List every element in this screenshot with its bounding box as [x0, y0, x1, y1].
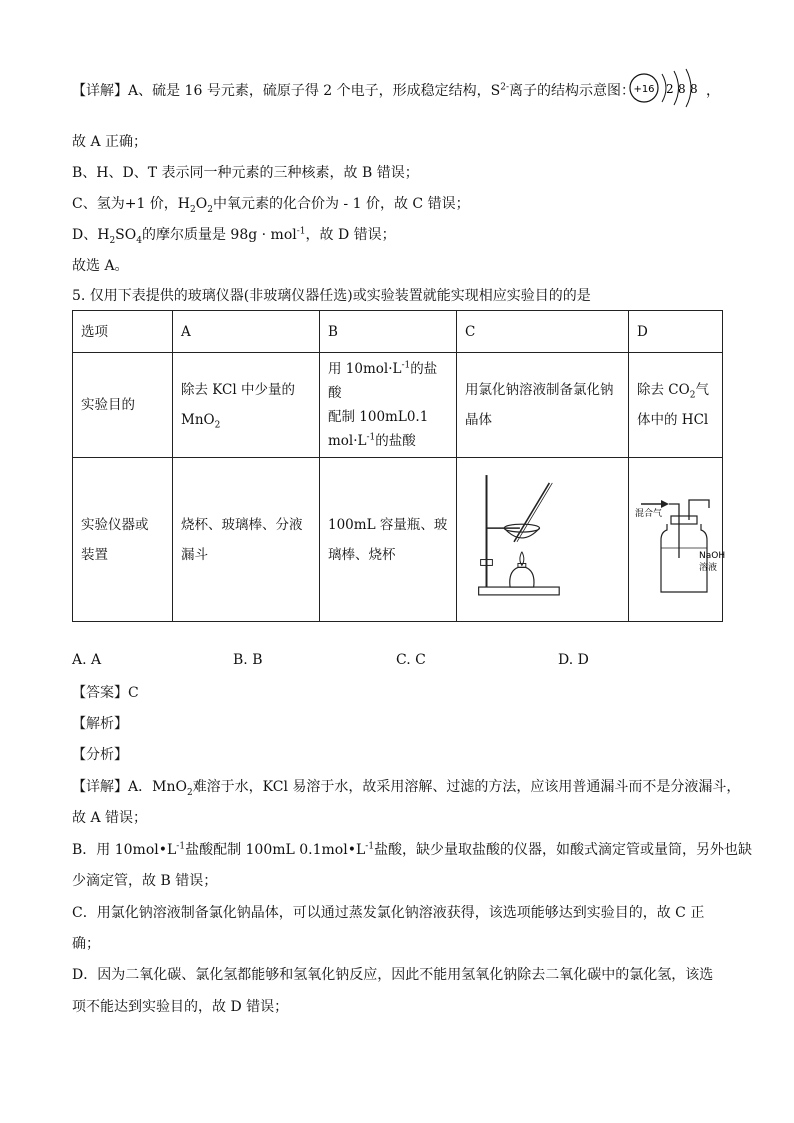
- analysis-label: 【解析】: [72, 716, 128, 732]
- cell-c-apparatus: [457, 458, 629, 622]
- header-cell: B: [320, 311, 457, 353]
- gas-washing-bottle-figure: [631, 460, 726, 608]
- shell-2-electrons: 8: [678, 82, 686, 96]
- detail-line-d: D、$H_2SO_4$的摩尔质量是 98g · mol$^{-1}$，故 D 错误；: [72, 226, 396, 246]
- experiment-table: [72, 310, 726, 622]
- option-c: C. C: [396, 652, 426, 668]
- row-label: 实验仪器或 装置: [73, 458, 173, 622]
- evaporation-apparatus-figure: [459, 460, 626, 608]
- shell-3-electrons: 8: [690, 82, 698, 96]
- header-cell: A: [173, 311, 320, 353]
- mixed-gas-label: 混合气: [635, 509, 663, 519]
- cell-a-purpose: 除去 KCl 中少量的 MnO$_2$: [173, 353, 320, 458]
- comma: ，: [706, 83, 720, 99]
- table-header-row: [73, 311, 723, 353]
- cell-b-apparatus: 100mL 容量瓶、玻 璃棒、烧杯: [320, 458, 457, 622]
- arrow-right-icon: [661, 500, 669, 508]
- explanation-line-8: 项不能达到实验目的，故 D 错误；: [72, 999, 289, 1015]
- row-label: 实验目的: [73, 353, 173, 458]
- explanation-line-6: 确；: [72, 936, 100, 952]
- option-b: B. B: [233, 652, 263, 668]
- cell-d-apparatus: [629, 458, 726, 622]
- detail-line-a2: 故 A 正确；: [72, 134, 148, 150]
- shell-1-electrons: 2: [666, 82, 674, 96]
- option-a: A. A: [72, 652, 102, 668]
- sulfide-ion-structure-diagram: [628, 68, 708, 108]
- explanation-line-3: B．用 $10mol•L^{-1}$盐酸配制 100mL $0.1mol•L^{-1}$盐酸，缺少量取盐酸的仪器，如酸式滴定管或量筒，另外也缺: [72, 841, 753, 858]
- detail-line-c: C、氢为+1 价，$H_2O_2$中氧元素的化合价为 - 1 价，故 C 错误；: [72, 196, 470, 215]
- header-cell: 选项: [73, 311, 173, 353]
- header-cell: C: [457, 311, 629, 353]
- solution-label: 溶液: [699, 563, 718, 573]
- nucleus-charge: +16: [633, 84, 655, 95]
- header-cell: D: [629, 311, 723, 353]
- explanation-line-4: 少滴定管，故 B 错误；: [72, 873, 218, 889]
- detail-line-a: 【详解】A、硫是 16 号元素，硫原子得 2 个电子，形成稳定结构，$S^{2-}$离子的结构示意图：: [72, 82, 636, 99]
- explanation-line-1: 【详解】A．MnO$_2$难溶于水，KCl 易溶于水，故采用溶解、过滤的方法，应该用普通漏斗而不是分液漏斗，: [72, 779, 741, 798]
- explanation-line-2: 故 A 错误；: [72, 810, 148, 826]
- question-5: 5. 仅用下表提供的玻璃仪器(非玻璃仪器任选)或实验装置就能实现相应实验目的的是: [72, 288, 591, 304]
- table-row-apparatus: [73, 458, 723, 622]
- table-row-purpose: [73, 353, 723, 458]
- fenxi-label: 【分析】: [72, 747, 128, 763]
- explanation-line-7: D．因为二氧化碳、氯化氢都能够和氢氧化钠反应，因此不能用氢氧化钠除去二氧化碳中的氯化氢，该选: [72, 967, 714, 983]
- cell-c-purpose: 用氯化钠溶液制备氯化钠 晶体: [457, 353, 629, 458]
- conclusion: 故选 A。: [72, 258, 129, 274]
- answer-label: 【答案】C: [72, 685, 139, 701]
- explanation-line-5: C．用氯化钠溶液制备氯化钠晶体，可以通过蒸发氯化钠溶液获得，该选项能够达到实验目的，故 C 正: [72, 905, 705, 921]
- cell-b-purpose: 用 $10mol\cdot L^{-1}$的盐酸 配制 100mL0.1 $mol\cdot L^{-1}$的盐酸: [320, 353, 457, 458]
- cell-d-purpose: 除去 $CO_2$气 体中的 HCl: [629, 353, 723, 458]
- option-d: D. D: [558, 652, 589, 668]
- naoh-label: NaOH: [699, 551, 726, 561]
- detail-line-b: B、H、D、T 表示同一种元素的三种核素，故 B 错误；: [72, 165, 419, 181]
- cell-a-apparatus: 烧杯、玻璃棒、分液 漏斗: [173, 458, 320, 622]
